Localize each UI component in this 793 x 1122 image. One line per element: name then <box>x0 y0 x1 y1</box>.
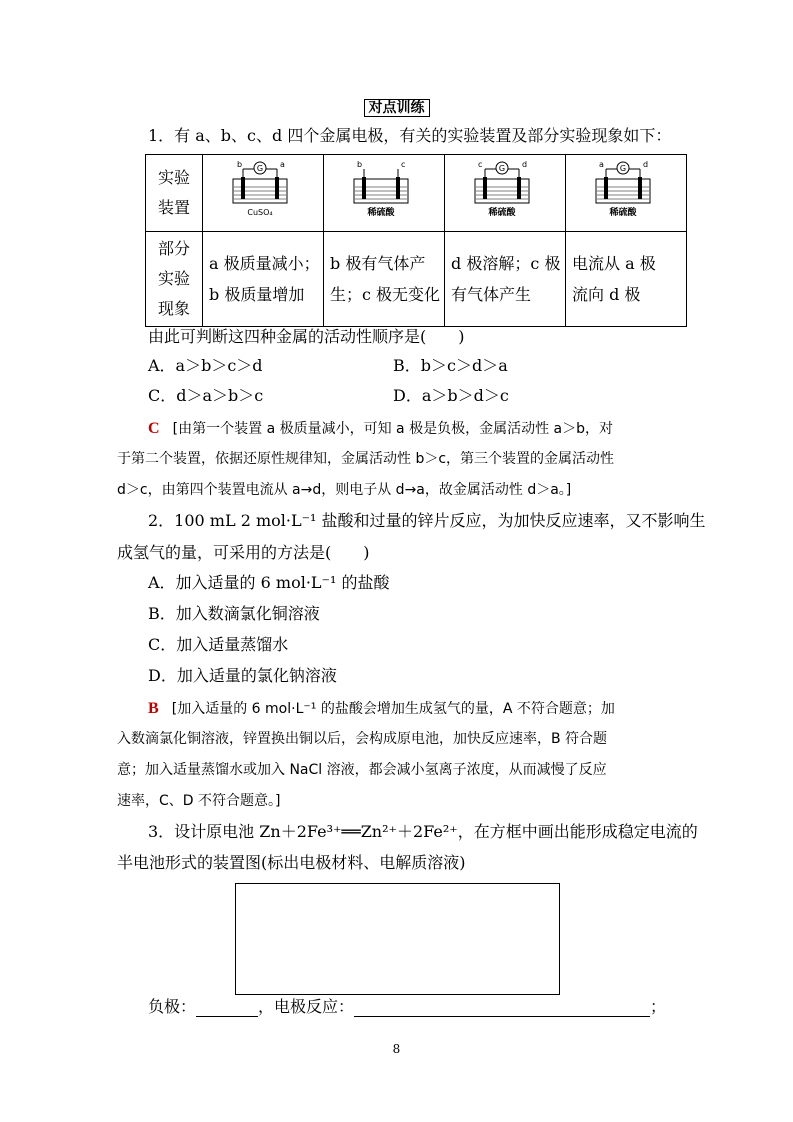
q2-option-c: C．加入适量蒸馏水 <box>148 635 289 654</box>
experiment-table <box>145 154 687 327</box>
q1-conclusion: 由此可判断这四种金属的活动性顺序是( ) <box>148 327 465 346</box>
q1-option-a: A．a＞b＞c＞d <box>148 356 263 375</box>
galvanometer-label: G <box>498 164 506 173</box>
q3-answer-line <box>148 997 666 1017</box>
q2-explanation-2: 入数滴氯化铜溶液，锌置换出铜以后，会构成原电池，加快反应速率，B 符合题 <box>117 731 608 747</box>
q1-explanation-3: d＞c，由第四个装置电流从 a→d，则电子从 d→a，故金属活动性 d＞a。] <box>117 482 572 498</box>
q2-stem-1: 2．100 mL 2 mol·L⁻¹ 盐酸和过量的锌片反应，为加快反应速率，又不影响生 <box>148 511 706 530</box>
apparatus-row-label: 实验 装置 <box>146 155 203 232</box>
negative-electrode-label: 负极： <box>148 997 197 1016</box>
q3-stem-2: 半电池形式的装置图(标出电极材料、电解质溶液) <box>117 853 466 872</box>
solution-label: 稀硫酸 <box>488 208 516 218</box>
galvanometer-label: G <box>256 164 264 173</box>
q2-stem-2: 成氢气的量，可采用的方法是( ) <box>117 543 370 562</box>
solution-label: CuSO₄ <box>247 208 273 217</box>
electrode-reaction-label: ，电极反应： <box>258 997 355 1016</box>
q2-explanation-4: 速率，C、D 不符合题意。] <box>117 793 281 809</box>
drawing-box[interactable] <box>235 883 560 995</box>
electrode-right-label: d <box>522 160 528 169</box>
apparatus-4 <box>566 155 687 232</box>
q2-option-b: B．加入数滴氯化铜溶液 <box>148 604 320 623</box>
solution-label: 稀硫酸 <box>367 208 395 218</box>
electrode-reaction-blank[interactable] <box>354 1000 650 1017</box>
observation-row <box>146 232 687 327</box>
q2-answer: B <box>148 700 159 717</box>
q2-option-a: A．加入适量的 6 mol·L⁻¹ 的盐酸 <box>148 573 390 592</box>
apparatus-2 <box>324 155 445 232</box>
q1-stem: 1．有 a、b、c、d 四个金属电极，有关的实验装置及部分实验现象如下： <box>148 126 672 145</box>
electrode-right-label: a <box>280 160 285 169</box>
q1-option-d: D．a＞b＞d＞c <box>393 386 509 405</box>
q1-answer-line1 <box>148 418 613 439</box>
observation-4: 电流从 a 极 流向 d 极 <box>566 232 687 327</box>
q2-explanation-1: [加入适量的 6 mol·L⁻¹ 的盐酸会增加生成氢气的量，A 不符合题意；加 <box>171 701 615 717</box>
section-title: 对点训练 <box>0 97 793 117</box>
apparatus-1 <box>203 155 324 232</box>
electrode-left-label: a <box>599 160 604 169</box>
q1-option-c: C．d＞a＞b＞c <box>148 386 264 405</box>
q1-answer: C <box>148 420 160 437</box>
q1-option-b: B．b＞c＞d＞a <box>393 356 508 375</box>
electrode-right-label: d <box>643 160 649 169</box>
electrode-left-label: b <box>357 160 363 169</box>
solution-label: 稀硫酸 <box>609 208 637 218</box>
galvanometer-label: G <box>619 164 627 173</box>
negative-electrode-blank[interactable] <box>196 1000 258 1017</box>
q3-stem-1: 3．设计原电池 Zn＋2Fe³⁺══Zn²⁺＋2Fe²⁺，在方框中画出能形成稳定电流的 <box>148 822 698 841</box>
q2-answer-line1 <box>148 698 615 719</box>
q1-explanation-1: [由第一个装置 a 极质量减小，可知 a 极是负极，金属活动性 a＞b，对 <box>172 421 613 437</box>
page-number: 8 <box>392 1042 401 1056</box>
q2-option-d: D．加入适量的氯化钠溶液 <box>148 666 337 685</box>
observation-row-label: 部分 实验 现象 <box>146 232 203 327</box>
electrode-right-label: c <box>401 160 406 169</box>
q2-explanation-3: 意；加入适量蒸馏水或加入 NaCl 溶液，都会减小氢离子浓度，从而减慢了反应 <box>117 762 607 778</box>
observation-3: d 极溶解；c 极 有气体产生 <box>445 232 566 327</box>
observation-1: a 极质量减小； b 极质量增加 <box>203 232 324 327</box>
apparatus-row <box>146 155 687 232</box>
q1-explanation-2: 于第二个装置，依据还原性规律知，金属活动性 b＞c，第三个装置的金属活动性 <box>117 451 615 467</box>
observation-2: b 极有气体产 生；c 极无变化 <box>324 232 445 327</box>
apparatus-3 <box>445 155 566 232</box>
electrode-left-label: c <box>478 160 483 169</box>
end-mark: ； <box>650 997 667 1016</box>
electrode-left-label: b <box>237 160 243 169</box>
